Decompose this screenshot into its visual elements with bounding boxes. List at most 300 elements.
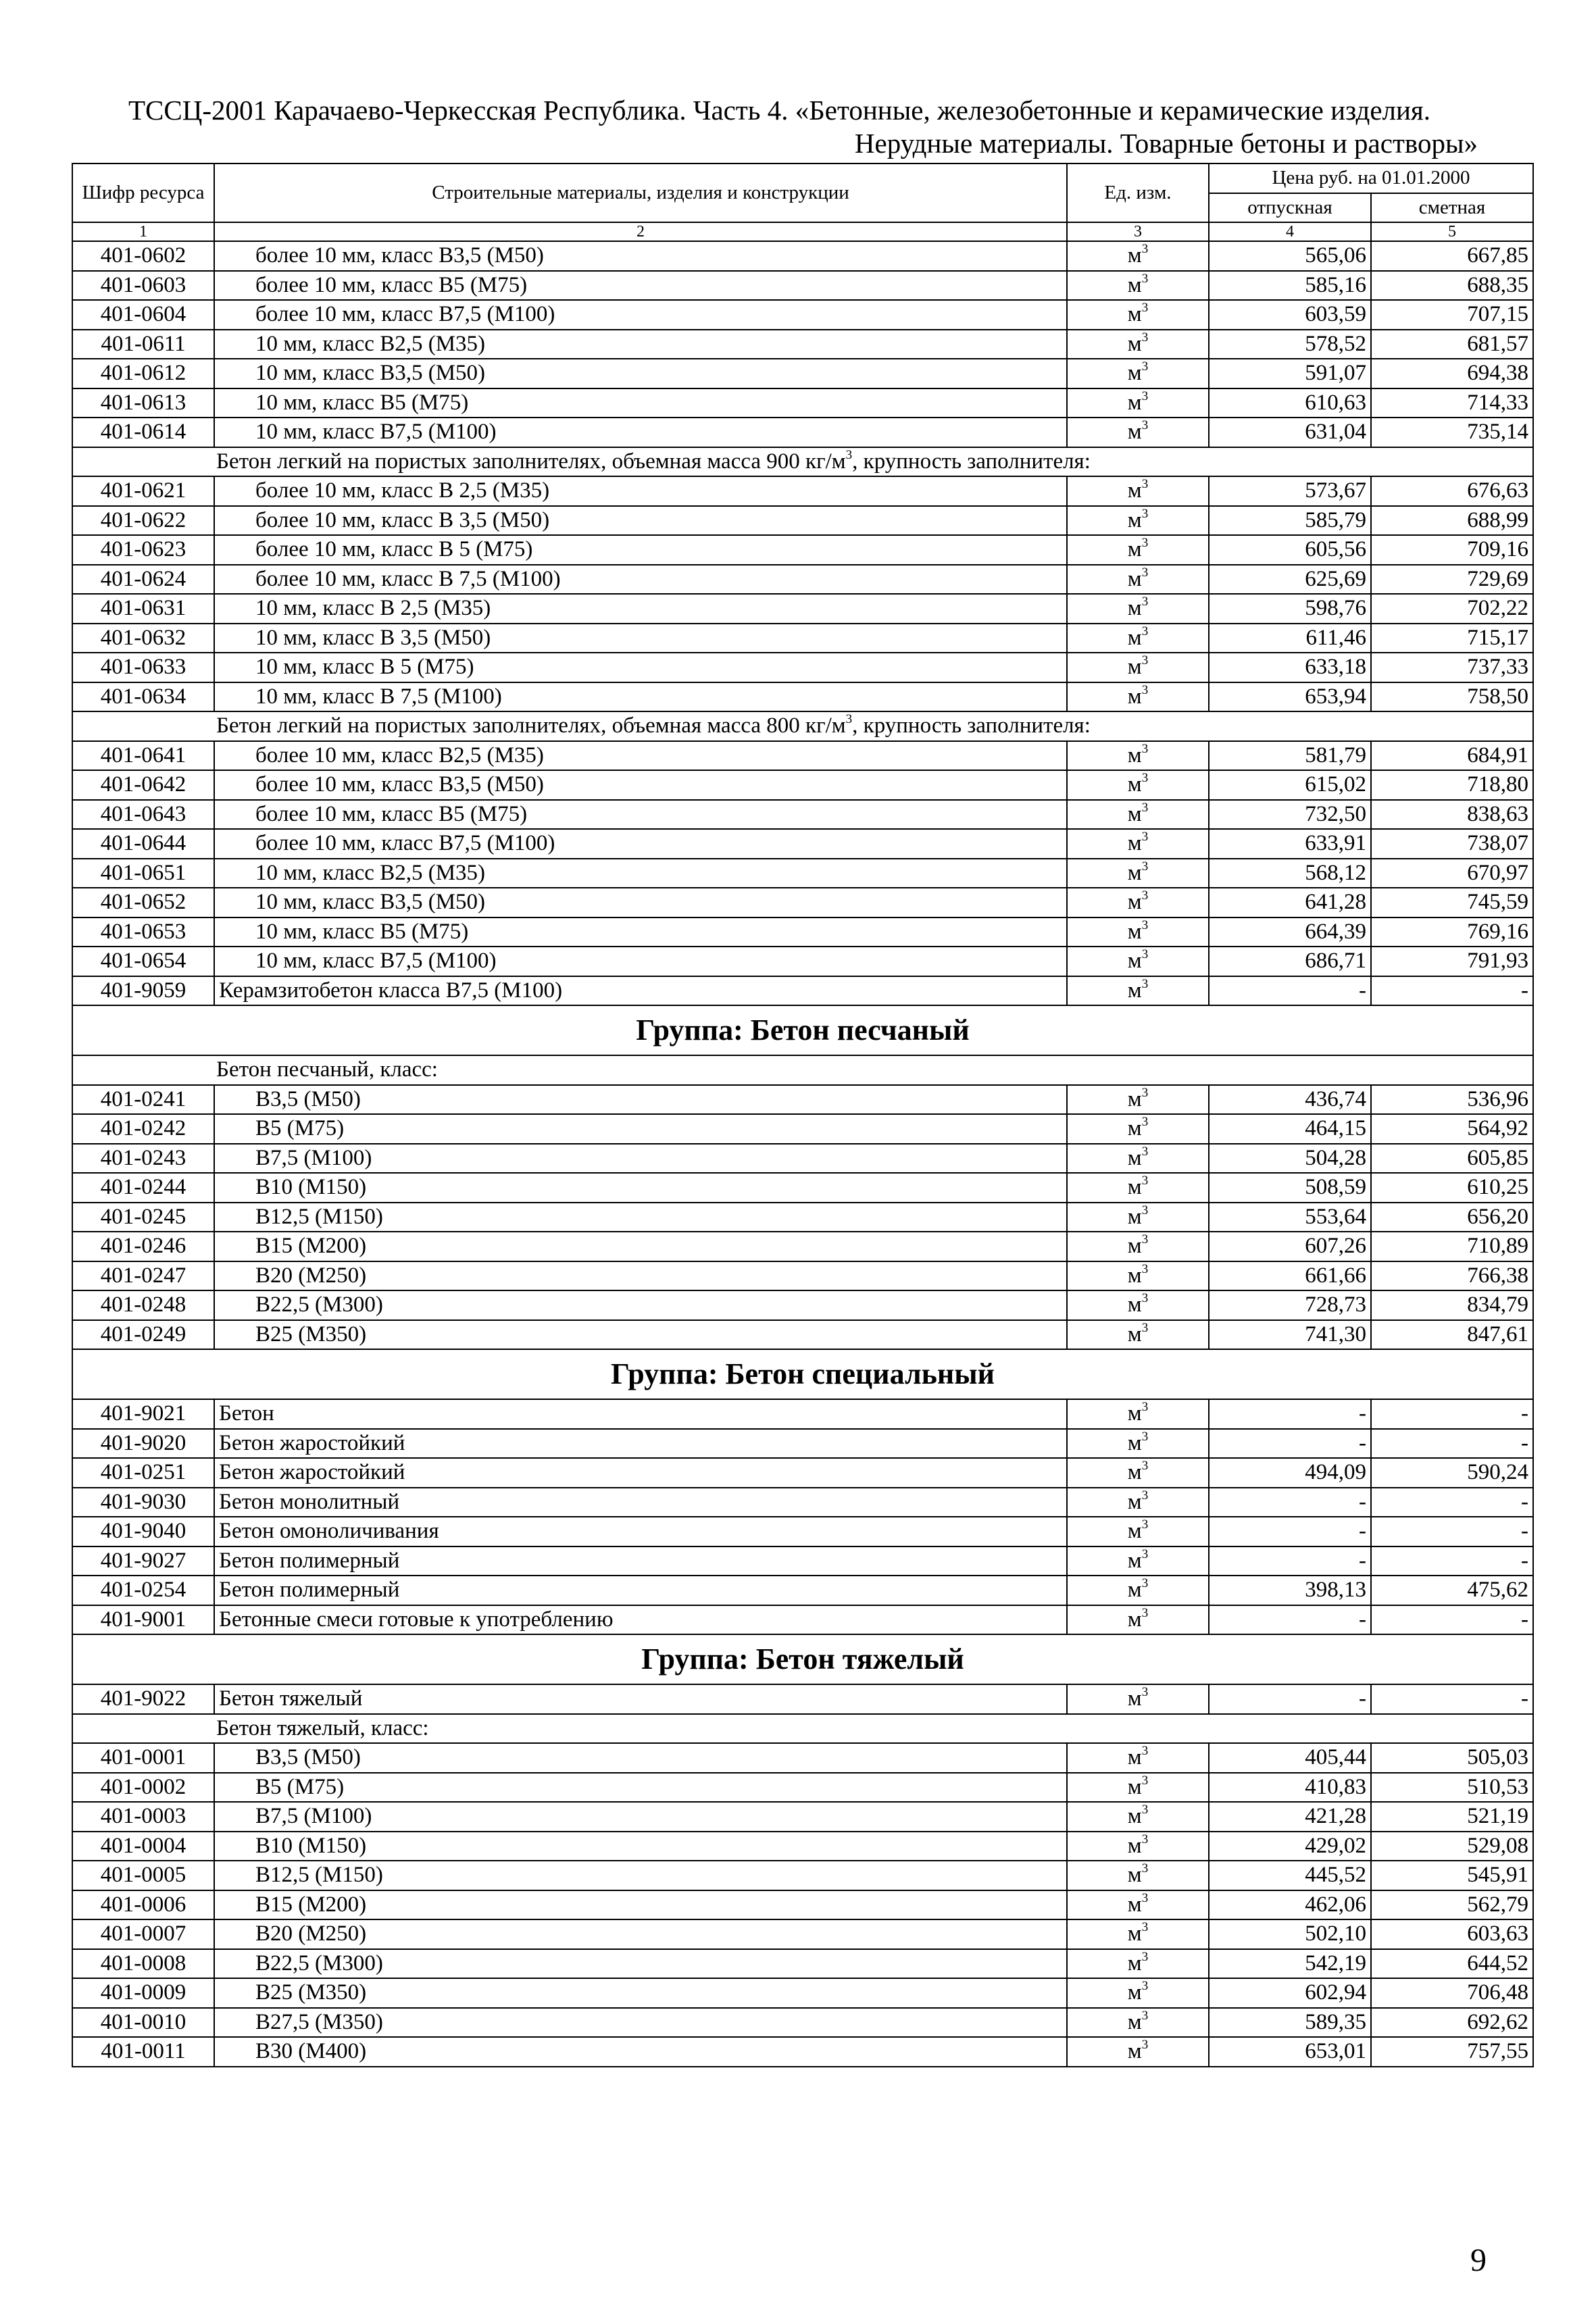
- group-heading: Группа: Бетон специальный: [72, 1349, 1533, 1399]
- resource-code: 401-0008: [72, 1949, 214, 1979]
- resource-code: 401-0007: [72, 1919, 214, 1949]
- header-code: Шифр ресурса: [72, 164, 214, 222]
- resource-code: 401-9021: [72, 1399, 214, 1429]
- table-row: [72, 859, 1533, 888]
- resource-code: 401-9040: [72, 1517, 214, 1546]
- header-price: Цена руб. на 01.01.2000: [1209, 164, 1533, 193]
- material-name: 10 мм, класс В 7,5 (М100): [214, 682, 1067, 712]
- table-row: [72, 1832, 1533, 1861]
- document-title-line-2: Нерудные материалы. Товарные бетоны и растворы»: [854, 128, 1478, 159]
- release-price: -: [1209, 1399, 1371, 1429]
- table-row: [72, 1684, 1533, 1714]
- material-name: более 10 мм, класс В 5 (М75): [214, 535, 1067, 565]
- resource-code: 401-0644: [72, 829, 214, 859]
- estimate-price: 670,97: [1371, 859, 1533, 888]
- material-name: 10 мм, класс В5 (М75): [214, 917, 1067, 947]
- resource-code: 401-0246: [72, 1232, 214, 1261]
- unit-cubic-meter: $м^3$: [1067, 330, 1209, 359]
- material-name: 10 мм, класс В 2,5 (М35): [214, 594, 1067, 624]
- release-price: 436,74: [1209, 1085, 1371, 1115]
- estimate-price: 757,55: [1371, 2037, 1533, 2067]
- unit-cubic-meter: $м^3$: [1067, 741, 1209, 771]
- estimate-price: 710,89: [1371, 1232, 1533, 1261]
- release-price: 542,19: [1209, 1949, 1371, 1979]
- estimate-price: 590,24: [1371, 1458, 1533, 1488]
- resource-code: 401-0001: [72, 1743, 214, 1773]
- estimate-price: 758,50: [1371, 682, 1533, 712]
- unit-cubic-meter: $м^3$: [1067, 2008, 1209, 2038]
- release-price: 405,44: [1209, 1743, 1371, 1773]
- estimate-price: 735,14: [1371, 418, 1533, 447]
- release-price: 631,04: [1209, 418, 1371, 447]
- release-price: 603,59: [1209, 300, 1371, 330]
- resource-code: 401-0241: [72, 1085, 214, 1115]
- subgroup-caption-row: [72, 1055, 1533, 1085]
- resource-code: 401-0631: [72, 594, 214, 624]
- column-number: 5: [1371, 222, 1533, 241]
- table-row: [72, 271, 1533, 301]
- unit-cubic-meter: $м^3$: [1067, 1684, 1209, 1714]
- estimate-price: 769,16: [1371, 917, 1533, 947]
- release-price: 732,50: [1209, 800, 1371, 830]
- resource-code: 401-0651: [72, 859, 214, 888]
- material-name: В10 (М150): [214, 1832, 1067, 1861]
- material-name: В30 (М400): [214, 2037, 1067, 2067]
- resource-code: 401-0622: [72, 506, 214, 536]
- resource-code: 401-0632: [72, 624, 214, 653]
- material-name: В15 (М200): [214, 1232, 1067, 1261]
- estimate-price: 766,38: [1371, 1261, 1533, 1291]
- release-price: 633,91: [1209, 829, 1371, 859]
- resource-code: 401-0244: [72, 1173, 214, 1203]
- table-row: [72, 1919, 1533, 1949]
- material-name: Бетон жаростойкий: [214, 1458, 1067, 1488]
- estimate-price: -: [1371, 1399, 1533, 1429]
- table-header: [72, 164, 1533, 241]
- table-row: [72, 829, 1533, 859]
- estimate-price: 737,33: [1371, 653, 1533, 682]
- material-name: Керамзитобетон класса В7,5 (М100): [214, 976, 1067, 1006]
- resource-code: 401-0002: [72, 1773, 214, 1803]
- group-heading: Группа: Бетон песчаный: [72, 1005, 1533, 1055]
- resource-code: 401-0248: [72, 1290, 214, 1320]
- column-number: 1: [72, 222, 214, 241]
- table-row: [72, 800, 1533, 830]
- resource-code: 401-9030: [72, 1488, 214, 1517]
- unit-cubic-meter: $м^3$: [1067, 800, 1209, 830]
- estimate-price: 714,33: [1371, 388, 1533, 418]
- release-price: 565,06: [1209, 241, 1371, 271]
- estimate-price: 715,17: [1371, 624, 1533, 653]
- material-name: 10 мм, класс В3,5 (М50): [214, 888, 1067, 917]
- estimate-price: 707,15: [1371, 300, 1533, 330]
- resource-code: 401-0643: [72, 800, 214, 830]
- material-name: более 10 мм, класс В3,5 (М50): [214, 241, 1067, 271]
- estimate-price: 644,52: [1371, 1949, 1533, 1979]
- estimate-price: 688,35: [1371, 271, 1533, 301]
- table-row: [72, 1605, 1533, 1635]
- release-price: 653,94: [1209, 682, 1371, 712]
- release-price: 607,26: [1209, 1232, 1371, 1261]
- estimate-price: 847,61: [1371, 1320, 1533, 1350]
- material-name: В15 (М200): [214, 1890, 1067, 1920]
- estimate-price: 564,92: [1371, 1114, 1533, 1144]
- estimate-price: -: [1371, 1429, 1533, 1459]
- table-row: [72, 2037, 1533, 2067]
- material-name: 10 мм, класс В7,5 (М100): [214, 947, 1067, 976]
- unit-cubic-meter: $м^3$: [1067, 624, 1209, 653]
- material-name: В3,5 (М50): [214, 1743, 1067, 1773]
- unit-cubic-meter: $м^3$: [1067, 1605, 1209, 1635]
- unit-cubic-meter: $м^3$: [1067, 682, 1209, 712]
- table-row: [72, 1173, 1533, 1203]
- unit-cubic-meter: $м^3$: [1067, 359, 1209, 388]
- material-name: В12,5 (М150): [214, 1203, 1067, 1232]
- header-unit: Ед. изм.: [1067, 164, 1209, 222]
- estimate-price: 521,19: [1371, 1802, 1533, 1832]
- table-row: [72, 1949, 1533, 1979]
- release-price: 664,39: [1209, 917, 1371, 947]
- header-name: Строительные материалы, изделия и конструкции: [214, 164, 1067, 222]
- unit-cubic-meter: $м^3$: [1067, 917, 1209, 947]
- table-row: [72, 1203, 1533, 1232]
- table-row: [72, 418, 1533, 447]
- material-name: более 10 мм, класс В5 (М75): [214, 271, 1067, 301]
- material-name: 10 мм, класс В 3,5 (М50): [214, 624, 1067, 653]
- table-row: [72, 1261, 1533, 1291]
- group-heading: Группа: Бетон тяжелый: [72, 1634, 1533, 1684]
- release-price: -: [1209, 1546, 1371, 1576]
- unit-cubic-meter: $м^3$: [1067, 1832, 1209, 1861]
- unit-cubic-meter: $м^3$: [1067, 1173, 1209, 1203]
- release-price: 462,06: [1209, 1890, 1371, 1920]
- price-table: [72, 163, 1534, 2067]
- unit-cubic-meter: $м^3$: [1067, 1890, 1209, 1920]
- unit-cubic-meter: $м^3$: [1067, 653, 1209, 682]
- table-row: [72, 1802, 1533, 1832]
- release-price: 741,30: [1209, 1320, 1371, 1350]
- material-name: В5 (М75): [214, 1114, 1067, 1144]
- estimate-price: 545,91: [1371, 1861, 1533, 1890]
- table-row: [72, 682, 1533, 712]
- unit-cubic-meter: $м^3$: [1067, 476, 1209, 506]
- material-name: 10 мм, класс В2,5 (М35): [214, 330, 1067, 359]
- material-name: В3,5 (М50): [214, 1085, 1067, 1115]
- resource-code: 401-0614: [72, 418, 214, 447]
- subgroup-caption: Бетон легкий на пористых заполнителях, объемная масса 900 $кг/м^3$, крупность заполнителя:: [72, 447, 1533, 477]
- release-price: 625,69: [1209, 565, 1371, 595]
- estimate-price: 709,16: [1371, 535, 1533, 565]
- release-price: 589,35: [1209, 2008, 1371, 2038]
- release-price: 653,01: [1209, 2037, 1371, 2067]
- unit-cubic-meter: $м^3$: [1067, 1085, 1209, 1115]
- unit-cubic-meter: $м^3$: [1067, 1773, 1209, 1803]
- unit-cubic-meter: $м^3$: [1067, 1861, 1209, 1890]
- table-row: [72, 1144, 1533, 1174]
- material-name: В20 (М250): [214, 1261, 1067, 1291]
- release-price: 508,59: [1209, 1173, 1371, 1203]
- table-row: [72, 1290, 1533, 1320]
- unit-cubic-meter: $м^3$: [1067, 1949, 1209, 1979]
- table-row: [72, 1085, 1533, 1115]
- resource-code: 401-0611: [72, 330, 214, 359]
- resource-code: 401-0652: [72, 888, 214, 917]
- table-row: [72, 1576, 1533, 1605]
- material-name: В25 (М350): [214, 1320, 1067, 1350]
- release-price: 553,64: [1209, 1203, 1371, 1232]
- resource-code: 401-9027: [72, 1546, 214, 1576]
- material-name: 10 мм, класс В3,5 (М50): [214, 359, 1067, 388]
- estimate-price: 681,57: [1371, 330, 1533, 359]
- header-estimate-price: сметная: [1371, 193, 1533, 223]
- table-row: [72, 330, 1533, 359]
- resource-code: 401-0005: [72, 1861, 214, 1890]
- unit-cubic-meter: $м^3$: [1067, 2037, 1209, 2067]
- resource-code: 401-0641: [72, 741, 214, 771]
- estimate-price: 676,63: [1371, 476, 1533, 506]
- release-price: 728,73: [1209, 1290, 1371, 1320]
- table-body: [72, 241, 1533, 2067]
- unit-cubic-meter: $м^3$: [1067, 1802, 1209, 1832]
- unit-cubic-meter: $м^3$: [1067, 888, 1209, 917]
- table-row: [72, 1861, 1533, 1890]
- unit-cubic-meter: $м^3$: [1067, 1576, 1209, 1605]
- group-heading-row: [72, 1005, 1533, 1055]
- release-price: 641,28: [1209, 888, 1371, 917]
- material-name: более 10 мм, класс В 2,5 (М35): [214, 476, 1067, 506]
- material-name: более 10 мм, класс В7,5 (М100): [214, 829, 1067, 859]
- material-name: более 10 мм, класс В3,5 (М50): [214, 770, 1067, 800]
- release-price: 398,13: [1209, 1576, 1371, 1605]
- unit-cubic-meter: $м^3$: [1067, 535, 1209, 565]
- material-name: В12,5 (М150): [214, 1861, 1067, 1890]
- table-row: [72, 741, 1533, 771]
- material-name: В25 (М350): [214, 1978, 1067, 2008]
- estimate-price: -: [1371, 976, 1533, 1006]
- release-price: 429,02: [1209, 1832, 1371, 1861]
- column-number: 2: [214, 222, 1067, 241]
- resource-code: 401-0003: [72, 1802, 214, 1832]
- group-heading-row: [72, 1349, 1533, 1399]
- unit-cubic-meter: $м^3$: [1067, 1232, 1209, 1261]
- table-row: [72, 241, 1533, 271]
- release-price: -: [1209, 1488, 1371, 1517]
- estimate-price: 729,69: [1371, 565, 1533, 595]
- unit-cubic-meter: $м^3$: [1067, 418, 1209, 447]
- subgroup-caption: Бетон песчаный, класс:: [72, 1055, 1533, 1085]
- release-price: 598,76: [1209, 594, 1371, 624]
- resource-code: 401-9022: [72, 1684, 214, 1714]
- subgroup-caption: Бетон тяжелый, класс:: [72, 1714, 1533, 1744]
- unit-cubic-meter: $м^3$: [1067, 594, 1209, 624]
- material-name: 10 мм, класс В2,5 (М35): [214, 859, 1067, 888]
- estimate-price: 667,85: [1371, 241, 1533, 271]
- estimate-price: 684,91: [1371, 741, 1533, 771]
- unit-cubic-meter: $м^3$: [1067, 241, 1209, 271]
- estimate-price: 529,08: [1371, 1832, 1533, 1861]
- estimate-price: 505,03: [1371, 1743, 1533, 1773]
- unit-cubic-meter: $м^3$: [1067, 976, 1209, 1006]
- table-row: [72, 359, 1533, 388]
- table-row: [72, 1488, 1533, 1517]
- unit-cubic-meter: $м^3$: [1067, 388, 1209, 418]
- release-price: -: [1209, 1684, 1371, 1714]
- release-price: 502,10: [1209, 1919, 1371, 1949]
- release-price: 605,56: [1209, 535, 1371, 565]
- resource-code: 401-0254: [72, 1576, 214, 1605]
- resource-code: 401-0247: [72, 1261, 214, 1291]
- unit-cubic-meter: $м^3$: [1067, 1290, 1209, 1320]
- table-row: [72, 594, 1533, 624]
- estimate-price: 838,63: [1371, 800, 1533, 830]
- estimate-price: 791,93: [1371, 947, 1533, 976]
- release-price: 585,79: [1209, 506, 1371, 536]
- estimate-price: 692,62: [1371, 2008, 1533, 2038]
- subgroup-caption-row: [72, 711, 1533, 741]
- release-price: -: [1209, 1429, 1371, 1459]
- material-name: более 10 мм, класс В2,5 (М35): [214, 741, 1067, 771]
- subgroup-caption-row: [72, 447, 1533, 477]
- resource-code: 401-0624: [72, 565, 214, 595]
- release-price: 661,66: [1209, 1261, 1371, 1291]
- table-row: [72, 976, 1533, 1006]
- table-row: [72, 888, 1533, 917]
- release-price: 578,52: [1209, 330, 1371, 359]
- material-name: более 10 мм, класс В 3,5 (М50): [214, 506, 1067, 536]
- resource-code: 401-0602: [72, 241, 214, 271]
- release-price: -: [1209, 1517, 1371, 1546]
- resource-code: 401-0249: [72, 1320, 214, 1350]
- unit-cubic-meter: $м^3$: [1067, 1429, 1209, 1459]
- release-price: 504,28: [1209, 1144, 1371, 1174]
- resource-code: 401-0612: [72, 359, 214, 388]
- table-row: [72, 300, 1533, 330]
- material-name: 10 мм, класс В7,5 (М100): [214, 418, 1067, 447]
- material-name: Бетон полимерный: [214, 1546, 1067, 1576]
- release-price: 591,07: [1209, 359, 1371, 388]
- unit-cubic-meter: $м^3$: [1067, 1261, 1209, 1291]
- table-row: [72, 1232, 1533, 1261]
- estimate-price: 510,53: [1371, 1773, 1533, 1803]
- resource-code: 401-0633: [72, 653, 214, 682]
- estimate-price: 745,59: [1371, 888, 1533, 917]
- resource-code: 401-0634: [72, 682, 214, 712]
- material-name: В5 (М75): [214, 1773, 1067, 1803]
- table-row: [72, 2008, 1533, 2038]
- material-name: В27,5 (М350): [214, 2008, 1067, 2038]
- release-price: 610,63: [1209, 388, 1371, 418]
- unit-cubic-meter: $м^3$: [1067, 947, 1209, 976]
- estimate-price: 610,25: [1371, 1173, 1533, 1203]
- unit-cubic-meter: $м^3$: [1067, 829, 1209, 859]
- estimate-price: 605,85: [1371, 1144, 1533, 1174]
- estimate-price: 706,48: [1371, 1978, 1533, 2008]
- estimate-price: -: [1371, 1488, 1533, 1517]
- estimate-price: 738,07: [1371, 829, 1533, 859]
- estimate-price: -: [1371, 1546, 1533, 1576]
- unit-cubic-meter: $м^3$: [1067, 1458, 1209, 1488]
- material-name: более 10 мм, класс В 7,5 (М100): [214, 565, 1067, 595]
- unit-cubic-meter: $м^3$: [1067, 1203, 1209, 1232]
- resource-code: 401-0251: [72, 1458, 214, 1488]
- material-name: Бетон полимерный: [214, 1576, 1067, 1605]
- unit-cubic-meter: $м^3$: [1067, 1517, 1209, 1546]
- material-name: В10 (М150): [214, 1173, 1067, 1203]
- resource-code: 401-0642: [72, 770, 214, 800]
- unit-cubic-meter: $м^3$: [1067, 300, 1209, 330]
- resource-code: 401-0623: [72, 535, 214, 565]
- estimate-price: -: [1371, 1684, 1533, 1714]
- table-row: [72, 506, 1533, 536]
- estimate-price: 603,63: [1371, 1919, 1533, 1949]
- estimate-price: 562,79: [1371, 1890, 1533, 1920]
- table-row: [72, 1114, 1533, 1144]
- table-row: [72, 1517, 1533, 1546]
- unit-cubic-meter: $м^3$: [1067, 859, 1209, 888]
- material-name: Бетон омоноличивания: [214, 1517, 1067, 1546]
- estimate-price: 694,38: [1371, 359, 1533, 388]
- release-price: 633,18: [1209, 653, 1371, 682]
- material-name: В7,5 (М100): [214, 1802, 1067, 1832]
- column-number: 4: [1209, 222, 1371, 241]
- resource-code: 401-0010: [72, 2008, 214, 2038]
- resource-code: 401-0011: [72, 2037, 214, 2067]
- unit-cubic-meter: $м^3$: [1067, 1546, 1209, 1576]
- resource-code: 401-0004: [72, 1832, 214, 1861]
- table-row: [72, 1546, 1533, 1576]
- release-price: 602,94: [1209, 1978, 1371, 2008]
- table-row: [72, 1399, 1533, 1429]
- release-price: 573,67: [1209, 476, 1371, 506]
- table-row: [72, 947, 1533, 976]
- table-row: [72, 1320, 1533, 1350]
- material-name: Бетон монолитный: [214, 1488, 1067, 1517]
- release-price: 410,83: [1209, 1773, 1371, 1803]
- release-price: 686,71: [1209, 947, 1371, 976]
- material-name: В7,5 (М100): [214, 1144, 1067, 1174]
- release-price: 611,46: [1209, 624, 1371, 653]
- resource-code: 401-0006: [72, 1890, 214, 1920]
- release-price: 585,16: [1209, 271, 1371, 301]
- unit-cubic-meter: $м^3$: [1067, 1488, 1209, 1517]
- release-price: 568,12: [1209, 859, 1371, 888]
- table-row: [72, 388, 1533, 418]
- material-name: Бетон тяжелый: [214, 1684, 1067, 1714]
- header-release-price: отпускная: [1209, 193, 1371, 223]
- group-heading-row: [72, 1634, 1533, 1684]
- estimate-price: 702,22: [1371, 594, 1533, 624]
- release-price: 581,79: [1209, 741, 1371, 771]
- table-row: [72, 1773, 1533, 1803]
- release-price: 445,52: [1209, 1861, 1371, 1890]
- resource-code: 401-0603: [72, 271, 214, 301]
- resource-code: 401-0653: [72, 917, 214, 947]
- unit-cubic-meter: $м^3$: [1067, 1919, 1209, 1949]
- table-row: [72, 624, 1533, 653]
- resource-code: 401-0009: [72, 1978, 214, 2008]
- estimate-price: -: [1371, 1605, 1533, 1635]
- material-name: В22,5 (М300): [214, 1290, 1067, 1320]
- unit-cubic-meter: $м^3$: [1067, 1320, 1209, 1350]
- table-row: [72, 1978, 1533, 2008]
- material-name: В20 (М250): [214, 1919, 1067, 1949]
- resource-code: 401-0621: [72, 476, 214, 506]
- resource-code: 401-9059: [72, 976, 214, 1006]
- material-name: 10 мм, класс В5 (М75): [214, 388, 1067, 418]
- table-row: [72, 535, 1533, 565]
- release-price: -: [1209, 1605, 1371, 1635]
- unit-cubic-meter: $м^3$: [1067, 1144, 1209, 1174]
